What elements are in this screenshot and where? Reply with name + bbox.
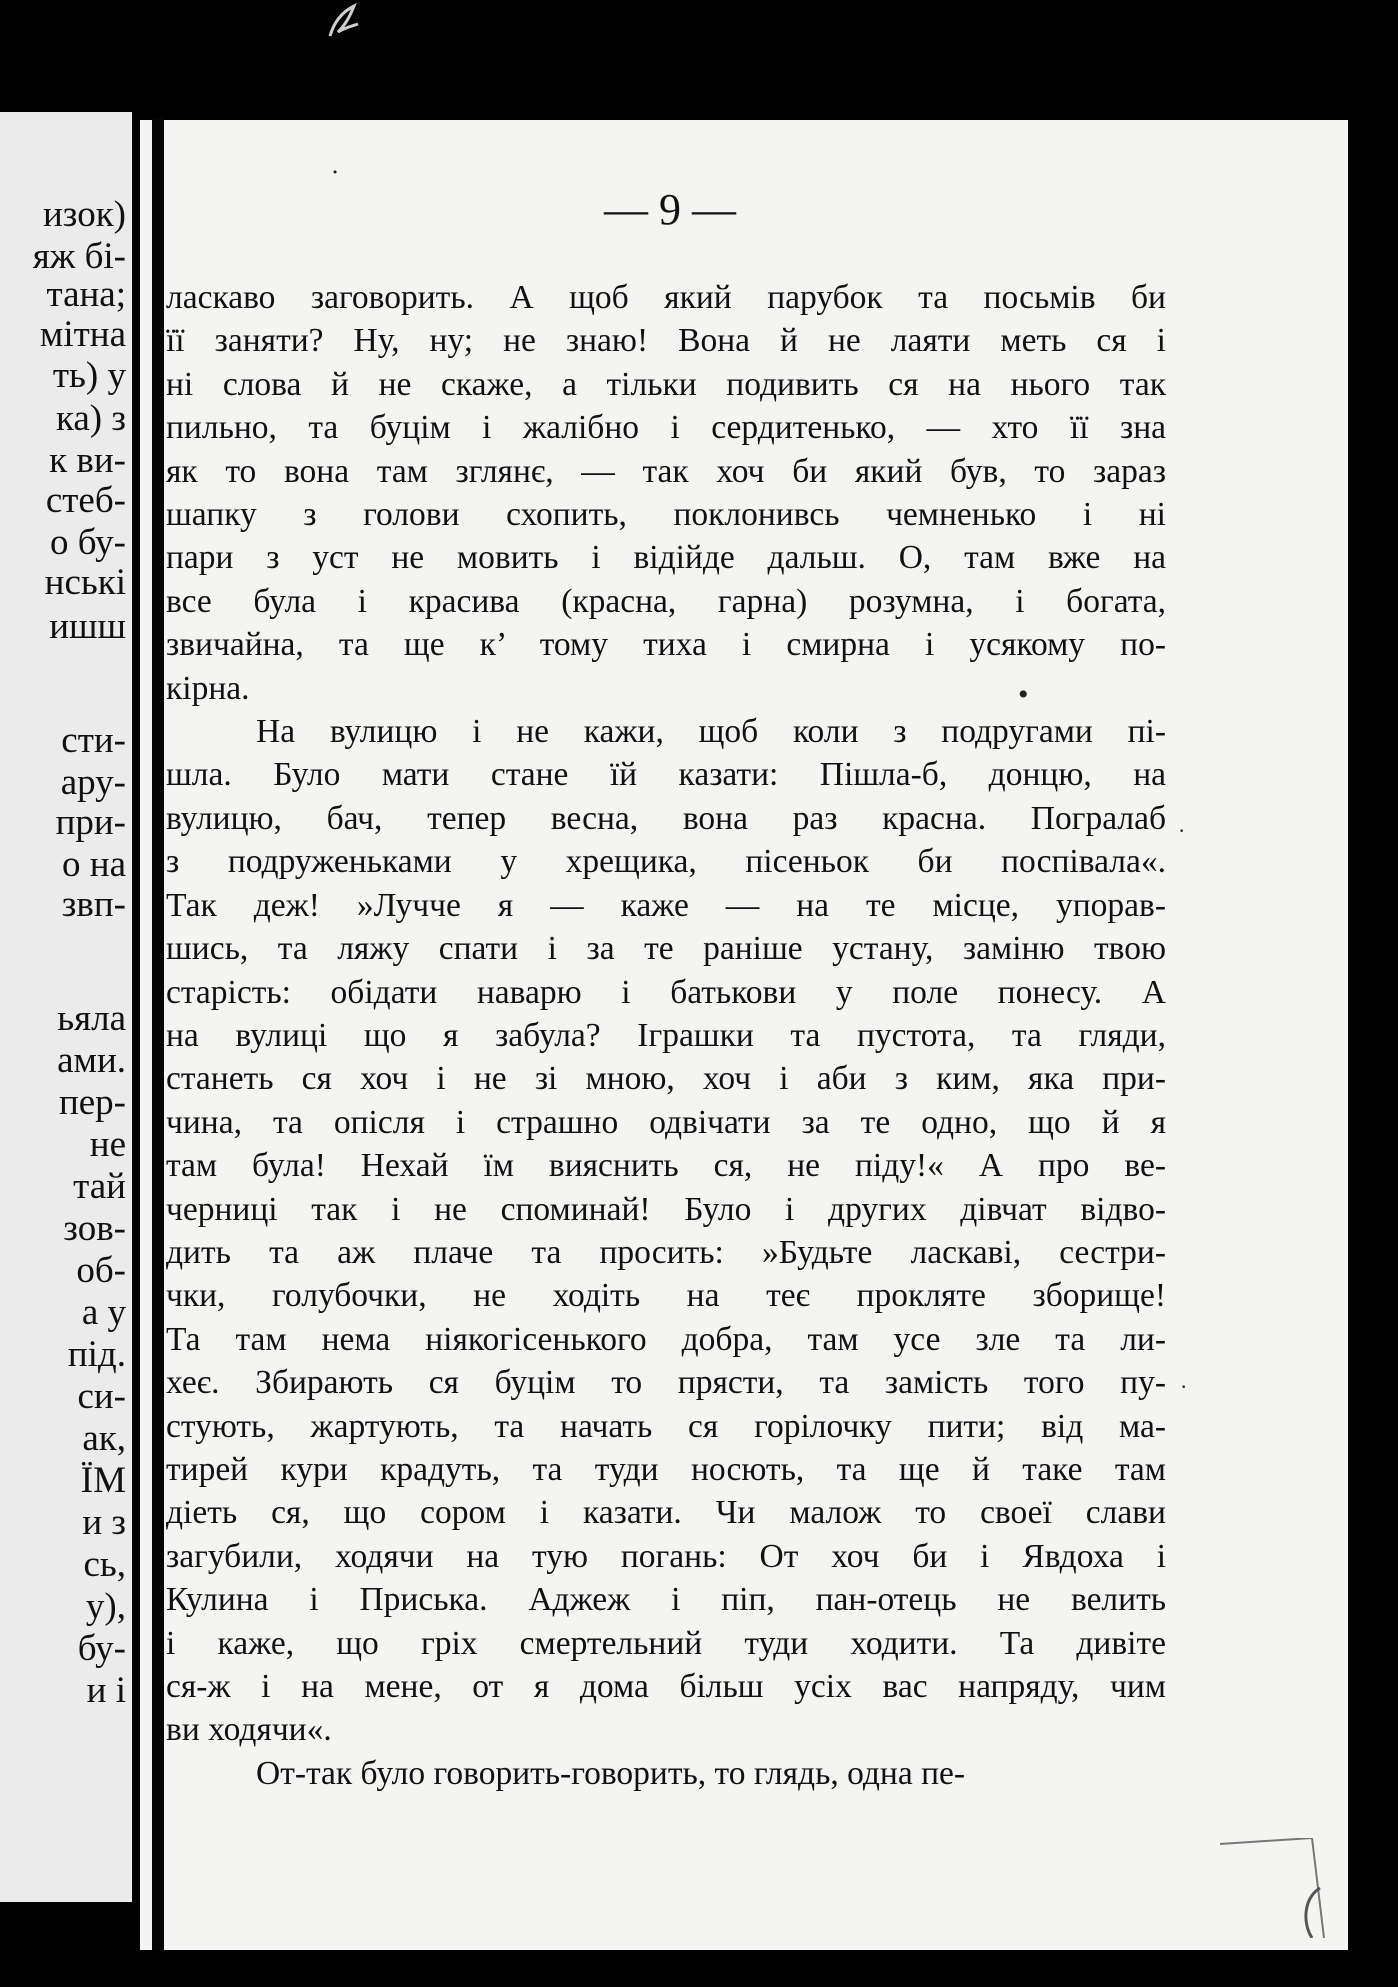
- text-line: станеть ся хоч і не зі мною, хоч і аби з ким, яка при-: [166, 1060, 1166, 1098]
- left-facing-page: [0, 112, 132, 1902]
- ink-speck: ·: [1178, 818, 1186, 843]
- text-line: тирей кури крадуть, та туди носють, та ще й таке там: [166, 1450, 1166, 1488]
- ink-speck: •: [1018, 678, 1029, 711]
- text-line: з подруженьками у хрещика, пісеньок би поспівала«.: [166, 843, 1166, 881]
- text-line: Кулина і Приська. Аджеж і піп, пан-отець не велить: [166, 1581, 1166, 1619]
- left-page-fragment: у),: [85, 1586, 126, 1627]
- left-page-fragment: ЇМ: [80, 1460, 126, 1501]
- page-gutter-line: [152, 118, 164, 1950]
- text-line: загубили, ходячи на тую погань: От хоч би і Явдоха і: [166, 1537, 1166, 1575]
- text-line: шла. Було мати стане їй казати: Пішла-б, донцю, на: [166, 756, 1166, 794]
- text-line: шись, та ляжу спати і за те раніше устану, заміню твою: [166, 930, 1166, 968]
- text-line: Так деж! »Лучче я — каже — на те місце, упорав-: [166, 886, 1166, 924]
- left-page-fragment: ка) з: [55, 398, 126, 439]
- left-page-fragment: об-: [76, 1250, 126, 1291]
- text-line: хеє. Збирають ся буцім то прясти, та замість того пу-: [166, 1364, 1166, 1402]
- left-page-fragment: и з: [82, 1502, 126, 1543]
- left-page-fragment: сь,: [83, 1544, 126, 1585]
- text-line: на вулиці що я забула? Іграшки та пустота, та гляди,: [166, 1016, 1166, 1054]
- left-page-fragment: під.: [67, 1334, 126, 1375]
- left-page-fragment: яж бі-: [32, 236, 126, 277]
- page-corner-curl: [1220, 1838, 1330, 1938]
- text-line: ся-ж і на мене, от я дома більш усіх вас напряду, чим: [166, 1668, 1166, 1705]
- left-page-fragment: изок): [43, 194, 126, 235]
- text-line: кірна.: [166, 669, 250, 707]
- text-line: чки, голубочки, не ходіть на теє прокляте зборище!: [166, 1277, 1166, 1315]
- left-page-fragment: ару-: [60, 762, 126, 803]
- text-line: звичайна, та ще к’ тому тиха і смирна і усякому по-: [166, 626, 1166, 664]
- left-page-fragment: стеб-: [45, 480, 126, 521]
- left-page-fragment: ть) у: [52, 355, 126, 396]
- text-line: там була! Нехай їм вияснить ся, не піду!« А про ве-: [166, 1147, 1166, 1185]
- text-line: як то вона там зглянє, — так хоч би який був, то зараз: [166, 452, 1166, 490]
- text-line: ні слова й не скаже, а тільки подивить ся на нього так: [166, 365, 1166, 403]
- left-page-fragment: пер-: [58, 1082, 126, 1123]
- page-body-text: [166, 276, 1166, 1795]
- left-page-fragment: сти-: [61, 720, 126, 761]
- left-page-fragment: ак,: [82, 1418, 126, 1459]
- left-page-fragment: о на: [62, 844, 126, 885]
- text-line: пильно, та буцім і жалібно і сердитенько, — хто її зна: [166, 409, 1166, 447]
- text-line: На вулицю і не кажи, щоб коли з подругами пі-: [256, 713, 1166, 751]
- text-line: вулицю, бач, тепер весна, вона раз красна. Погралаб: [166, 799, 1166, 837]
- left-page-fragment: бу-: [77, 1628, 126, 1669]
- left-page-fragment: к ви-: [49, 440, 126, 481]
- ink-speck: ˙: [330, 164, 340, 197]
- text-line: і каже, що гріх смертельний туди ходити. Та дивіте: [166, 1624, 1166, 1662]
- text-line: чина, та опісля і страшно одвічати за те одно, що й я: [166, 1103, 1166, 1141]
- left-page-fragment: зов-: [63, 1208, 126, 1249]
- text-line: шапку з голови схопить, поклонивсь чемненько і ні: [166, 496, 1166, 534]
- text-line: старість: обідати наварю і батькови у поле понесу. А: [166, 973, 1166, 1011]
- left-page-fragment: си-: [77, 1376, 126, 1417]
- left-page-fragment: ишш: [49, 606, 126, 647]
- text-line: пари з уст не мовить і відійде дальш. О, там вже на: [166, 539, 1166, 577]
- left-page-fragment: нські: [44, 562, 126, 603]
- ink-flourish-icon: [324, 2, 364, 42]
- left-page-fragment: о бу-: [50, 522, 126, 563]
- page-number: — 9 —: [604, 185, 736, 234]
- text-line: ви ходячи«.: [166, 1711, 332, 1749]
- left-page-fragment: мітна: [39, 314, 126, 355]
- left-page-fragment: а у: [81, 1292, 126, 1333]
- left-page-fragment: при-: [55, 802, 126, 843]
- text-line: дить та аж плаче та просить: »Будьте ласкаві, сестри-: [166, 1233, 1166, 1271]
- text-line: ласкаво заговорить. А щоб який парубок та посьмів би: [166, 279, 1166, 316]
- left-page-fragment: тай: [73, 1166, 126, 1207]
- left-page-fragment: и і: [86, 1670, 126, 1711]
- text-line: черниці так і не споминай! Було і других дівчат відво-: [166, 1190, 1166, 1228]
- left-page-fragment: ами.: [57, 1040, 126, 1081]
- text-line: стують, жартують, та начать ся горілочку пити; від ма-: [166, 1407, 1166, 1445]
- text-line: Та там нема ніякогісенького добра, там усе зле та ли-: [166, 1320, 1166, 1358]
- ink-speck: ·: [1180, 1374, 1188, 1399]
- left-page-fragment: звп-: [61, 884, 126, 925]
- text-line: все була і красива (красна, гарна) розумна, і богата,: [166, 582, 1166, 620]
- text-line: От-так було говорить-говорить, то глядь, одна пе-: [256, 1754, 966, 1792]
- left-page-fragment: ьяла: [57, 998, 126, 1039]
- left-page-fragment: тана;: [46, 274, 126, 315]
- left-page-fragment: не: [89, 1124, 126, 1165]
- text-line: діеть ся, що сором і казати. Чи малож то своеї слави: [166, 1494, 1166, 1532]
- text-line: її заняти? Ну, ну; не знаю! Вона й не лаяти меть ся і: [166, 322, 1166, 360]
